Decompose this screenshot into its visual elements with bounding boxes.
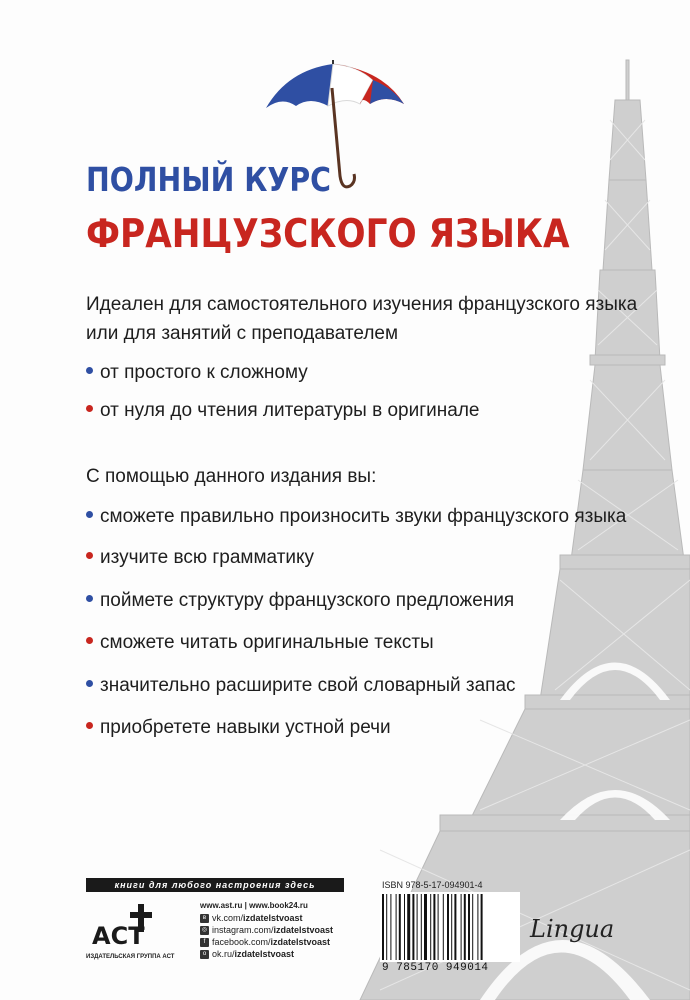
barcode-bar — [468, 894, 470, 960]
barcode-bar — [454, 894, 456, 960]
social-link-instagram[interactable]: ◎ instagram.com/izdatelstvoast — [201, 925, 334, 935]
barcode-bar — [404, 894, 405, 960]
publisher-group-name: ИЗДАТЕЛЬСКАЯ ГРУППА АСТ — [86, 954, 175, 960]
intro-line-1: Идеален для самостоятельного изучения французского языка — [86, 294, 638, 315]
intro-text — [86, 290, 637, 348]
intro-line-2: или для занятий с преподавателем — [86, 323, 399, 344]
bullet-dot-icon — [86, 367, 93, 374]
barcode-bar — [396, 894, 397, 960]
title-line-1: ПОЛНЫЙ КУРС — [86, 160, 331, 199]
ok-icon: о — [200, 950, 209, 959]
benefit-item: изучите всю грамматику — [86, 547, 314, 569]
benefit-item: сможете правильно произносить звуки французского языка — [86, 506, 626, 528]
feature-item: от простого к сложному — [86, 362, 308, 384]
ast-logo — [88, 902, 160, 950]
publisher-tagline: книги для любого настроения здесь — [86, 878, 344, 892]
logo-text: АСТ — [92, 922, 145, 950]
barcode-bar — [412, 894, 414, 960]
benefits-heading: С помощью данного издания вы: — [86, 466, 377, 487]
bullet-dot-icon — [86, 511, 93, 518]
social-link-facebook[interactable]: f facebook.com/izdatelstvoast — [200, 937, 330, 947]
social-link-vk[interactable]: в vk.com/izdatelstvoast — [200, 913, 303, 923]
barcode-bar — [481, 894, 483, 960]
barcode-bar — [421, 894, 422, 960]
benefit-item: поймете структуру французского предложения — [86, 590, 514, 612]
bullet-dot-icon — [86, 595, 93, 602]
barcode-bar — [390, 894, 391, 960]
benefit-item: приобретете навыки устной речи — [86, 717, 391, 739]
barcode — [380, 892, 520, 962]
benefit-item: значительно расширите свой словарный запас — [86, 675, 516, 697]
barcode-bar — [461, 894, 462, 960]
barcode-bar — [430, 894, 431, 960]
barcode-bar — [438, 894, 439, 960]
bullet-dot-icon — [86, 637, 93, 644]
feature-item: от нуля до чтения литературы в оригинале — [86, 400, 479, 422]
barcode-bar — [447, 894, 449, 960]
publisher-websites[interactable]: www.ast.ru | www.book24.ru — [200, 901, 308, 910]
social-link-ok[interactable]: о ok.ru/izdatelstvoast — [200, 949, 294, 959]
barcode-bar — [382, 894, 384, 960]
bullet-dot-icon — [86, 405, 93, 412]
barcode-bar — [386, 894, 387, 960]
imprint-logo-lingua: Lingua — [530, 915, 615, 943]
barcode-bar — [399, 894, 401, 960]
barcode-bar — [472, 894, 473, 960]
title-line-2: ФРАНЦУЗСКОГО ЯЗЫКА — [86, 212, 570, 257]
benefit-item: сможете читать оригинальные тексты — [86, 632, 434, 654]
bullet-dot-icon — [86, 722, 93, 729]
instagram-icon: ◎ — [201, 927, 208, 934]
barcode-bar — [424, 894, 427, 960]
barcode-bar — [464, 894, 466, 960]
barcode-bar — [407, 894, 410, 960]
barcode-bar — [477, 894, 478, 960]
barcode-bar — [417, 894, 418, 960]
bullet-dot-icon — [86, 680, 93, 687]
barcode-bar — [443, 894, 444, 960]
barcode-number: 9 785170 949014 — [382, 962, 489, 974]
vk-icon: в — [200, 914, 209, 923]
bullet-dot-icon — [86, 552, 93, 559]
barcode-bar — [433, 894, 435, 960]
barcode-bar — [451, 894, 452, 960]
isbn-number: ISBN 978-5-17-094901-4 — [382, 880, 483, 890]
facebook-icon: f — [200, 938, 209, 947]
